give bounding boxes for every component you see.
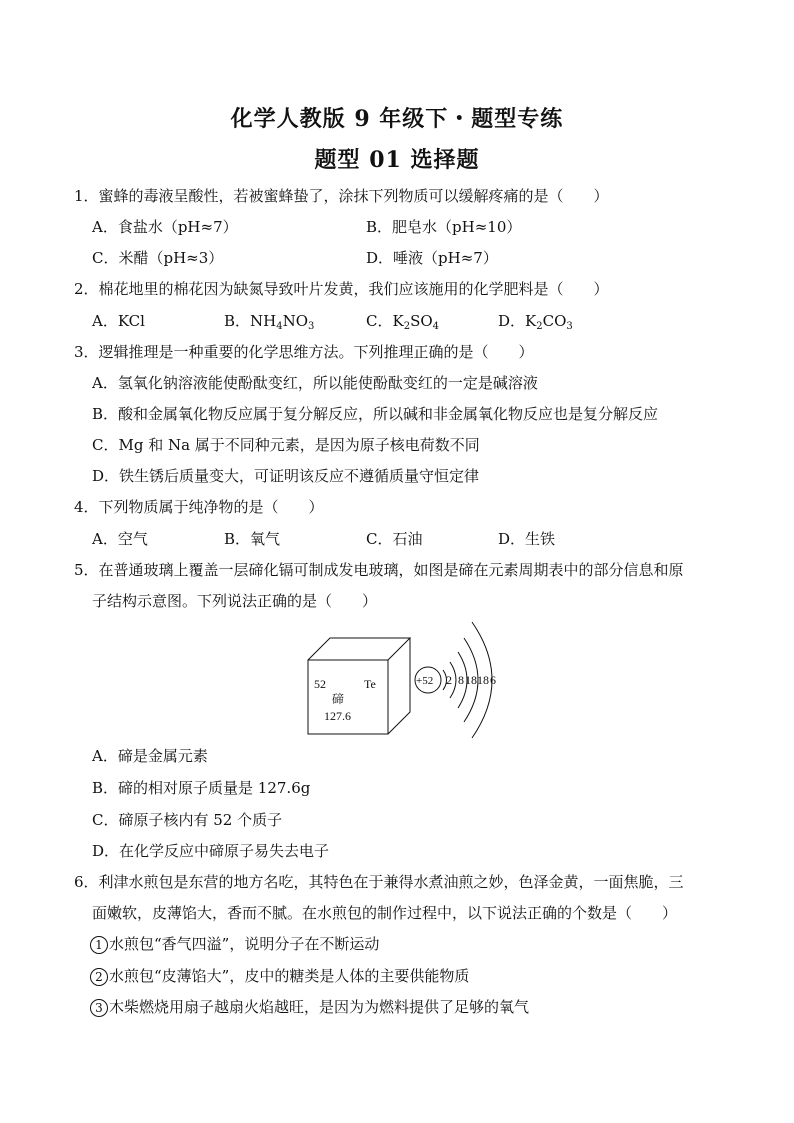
question-4-option-c: C．石油 [366, 530, 423, 548]
question-5-stem-line-1: 5．在普通玻璃上覆盖一层碲化镉可制成发电玻璃，如图是碲在元素周期表中的部分信息和原 [74, 561, 684, 579]
circled-number: 2 [90, 968, 108, 986]
shell-4-electrons: 18 [477, 673, 489, 687]
atomic-mass: 127.6 [324, 709, 351, 723]
shell-1-electrons: 2 [446, 673, 452, 687]
page-subtitle: 题型 01 选择题 [314, 147, 480, 173]
question-5-stem-line-2: 子结构示意图。下列说法正确的是（ ） [92, 592, 378, 610]
question-3-option-a: A．氢氧化钠溶液能使酚酞变红，所以能使酚酞变红的一定是碱溶液 [92, 374, 538, 392]
question-6-stem-line-2: 面嫩软，皮薄馅大，香而不腻。在水煎包的制作过程中，以下说法正确的个数是（ ） [92, 904, 678, 922]
question-4-option-d: D．生铁 [498, 530, 556, 548]
shell-2-electrons: 8 [458, 673, 464, 687]
question-2-option-c: C．$K_2SO_4$ [366, 312, 440, 332]
question-6-statement-2: 2 水煎包“皮薄馅大”，皮中的糖类是人体的主要供能物质 [90, 966, 469, 986]
question-5-option-c: C．碲原子核内有 52 个质子 [92, 811, 283, 829]
question-6-statement-3: 3 木柴燃烧用扇子越扇火焰越旺，是因为为燃料提供了足够的氧气 [90, 997, 529, 1017]
question-2-option-a: A．KCl [92, 312, 145, 330]
cube-top-face [308, 638, 410, 660]
page-title: 化学人教版 9 年级下・题型专练 [230, 106, 564, 132]
shell-5-electrons: 6 [490, 673, 496, 687]
tellurium-diagram [300, 612, 520, 748]
tellurium-figure [300, 612, 520, 748]
nucleus-charge: +52 [416, 675, 434, 687]
question-5-option-a: A．碲是金属元素 [92, 747, 208, 765]
question-3-stem: 3．逻辑推理是一种重要的化学思维方法。下列推理正确的是（ ） [74, 343, 534, 361]
shell-3-electrons: 18 [465, 673, 477, 687]
question-3-option-d: D．铁生锈后质量变大，可证明该反应不遵循质量守恒定律 [92, 467, 480, 485]
question-1-option-c: C．米醋（pH≈3） [92, 249, 224, 267]
question-4-option-a: A．空气 [92, 530, 148, 548]
question-6-stem-line-1: 6．利津水煎包是东营的地方名吃，其特色在于兼得水煮油煎之妙，色泽金黄，一面焦脆，三 [74, 873, 684, 891]
circled-number: 3 [90, 999, 108, 1017]
cube-side-face [388, 638, 410, 734]
question-1-option-a: A．食盐水（pH≈7） [92, 218, 238, 236]
question-2-stem: 2．棉花地里的棉花因为缺氮导致叶片发黄，我们应该施用的化学肥料是（ ） [74, 280, 609, 298]
question-3-option-c: C．Mg 和 Na 属于不同种元素，是因为原子核电荷数不同 [92, 436, 480, 454]
question-2-option-b: B．$NH_4NO_3$ [224, 312, 315, 332]
question-1-option-b: B．肥皂水（pH≈10） [366, 218, 522, 236]
element-symbol: Te [364, 677, 376, 691]
question-3-option-b: B．酸和金属氧化物反应属于复分解反应，所以碱和非金属氧化物反应也是复分解反应 [92, 405, 659, 423]
question-1-option-d: D．唾液（pH≈7） [366, 249, 498, 267]
question-4-stem: 4．下列物质属于纯净物的是（ ） [74, 498, 324, 516]
circled-number: 1 [90, 936, 108, 954]
question-4-option-b: B．氧气 [224, 530, 281, 548]
element-name: 碲 [332, 692, 345, 706]
question-6-statement-1: 1 水煎包“香气四溢”，说明分子在不断运动 [90, 934, 379, 954]
question-1-stem: 1．蜜蜂的毒液呈酸性，若被蜜蜂蛰了，涂抹下列物质可以缓解疼痛的是（ ） [74, 187, 609, 205]
atomic-number: 52 [314, 677, 326, 691]
question-5-option-b: B．碲的相对原子质量是 127.6g [92, 779, 311, 797]
question-5-option-d: D．在化学反应中碲原子易失去电子 [92, 842, 330, 860]
question-2-option-d: D．$K_2CO_3$ [498, 312, 573, 332]
